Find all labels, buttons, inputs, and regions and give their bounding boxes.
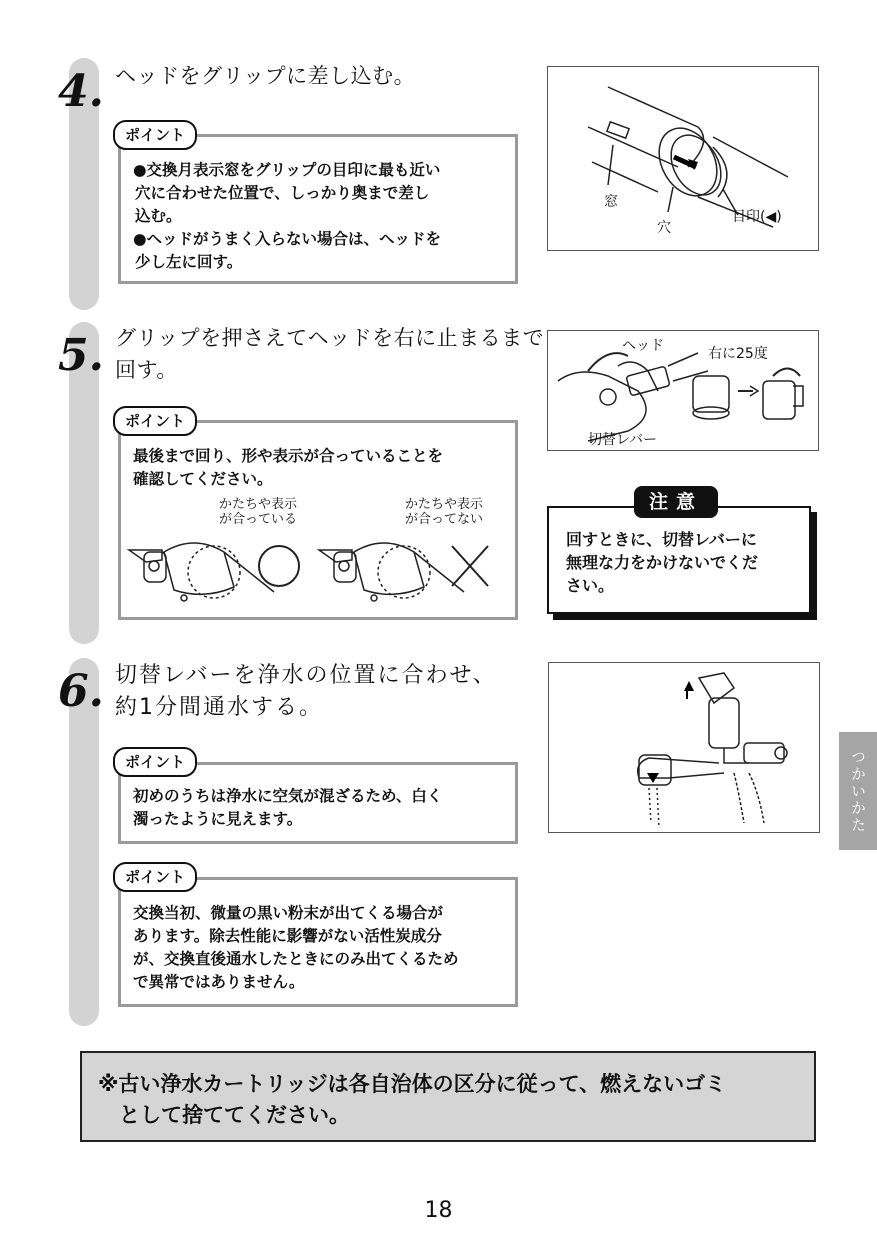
step5-point-label: ポイント [113,406,197,436]
page-number: 18 [424,1198,453,1223]
step5-heading: グリップを押さえてヘッドを右に止まるまで 回す。 [115,326,545,382]
step6-point1-box: 初めのうちは浄水に空気が混ざるため、白く 濁ったように見えます。 [118,762,518,844]
ok-caption: かたちや表示 が合っている [218,497,297,527]
step4-heading: ヘッドをグリップに差し込む。 [115,64,416,88]
step6-heading: 切替レバーを浄水の位置に合わせ、 約1分間通水する。 [115,663,497,720]
disposal-notice: ※古い浄水カートリッジは各自治体の区分に従って、燃えないゴミ として捨ててください。 [80,1051,816,1142]
mark-label: 目印(◀) [732,209,782,225]
ok-ng-illustration [124,532,514,612]
step5-point-box: 最後まで回り、形や表示が合っていることを 確認してください。 [118,420,518,620]
window-label: 窓 [604,194,618,210]
step4-figure [547,66,819,251]
step4-number: 4. [58,66,104,117]
ng-caption: かたちや表示 が合ってない [404,497,483,527]
step6-point2-box: 交換当初、微量の黒い粉末が出てくる場合が あります。除去性能に影響がない活性炭成分 が、交換直後通水したときにのみ出てくるため で異常ではありません。 [118,877,518,1007]
step4-point-label: ポイント [113,120,197,150]
step6-point1-label: ポイント [113,747,197,777]
lever-label: 切替レバー [588,432,658,448]
step5-figure [547,330,819,451]
step4-point-box: ●交換月表示窓をグリップの目印に最も近い 穴に合わせた位置で、しっかり奥まで差し 込む。 ●ヘッドがうまく入らない場合は、ヘッドを 少し左に回す。 [118,134,518,284]
angle-label: 右に25度 [708,346,768,362]
caution-title: 注意 [634,486,718,518]
hole-label: 穴 [657,220,671,236]
step6-point2-label: ポイント [113,862,197,892]
step5-number: 5. [58,330,104,381]
section-side-tab[interactable]: つかいかた [839,732,877,850]
head-label: ヘッド [622,338,664,354]
caution-text: 回すときに、切替レバーに 無理な力をかけないでくだ さい。 [566,530,759,595]
step6-number: 6. [58,666,104,717]
faucet-illustration [549,663,819,832]
step6-figure [548,662,820,833]
